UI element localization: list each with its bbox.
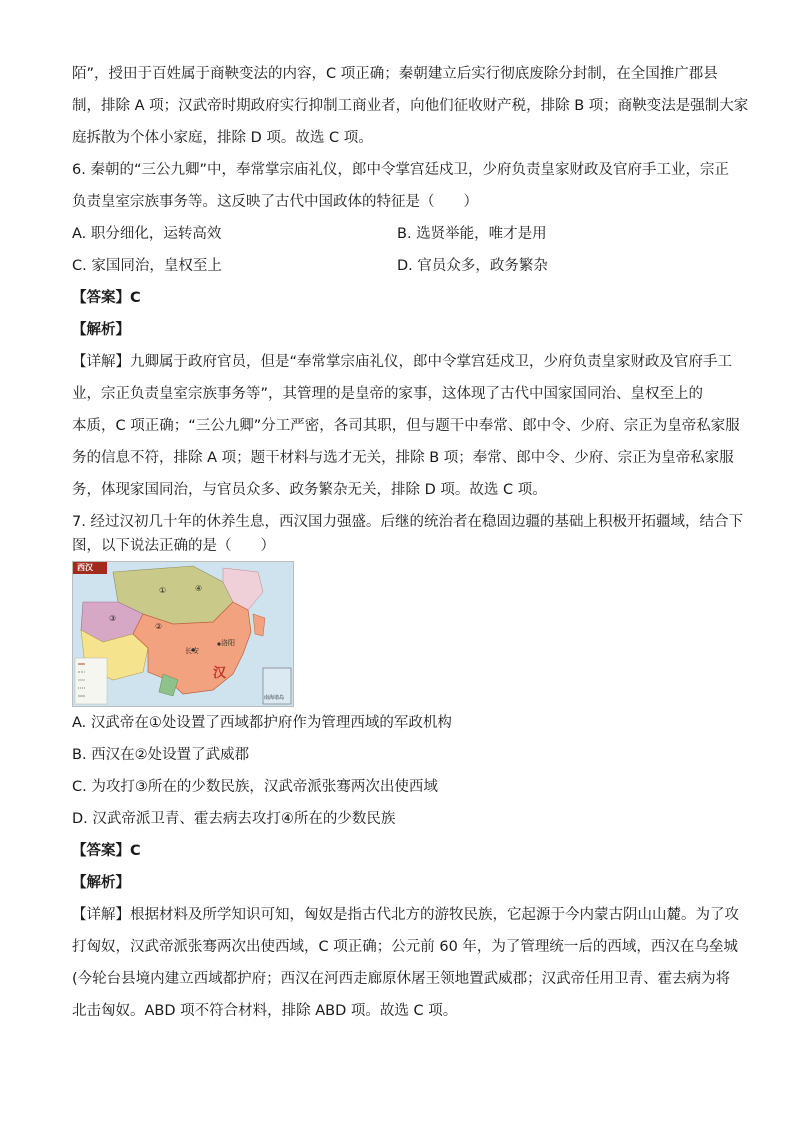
map-region-han: 汉: [213, 666, 227, 681]
q6-detail-line-4: 务的信息不符，排除 A 项；题干材料与选才无关，排除 B 项；奉常、郎中令、少府、宗正为皇帝私家服: [72, 450, 734, 466]
q6-option-d: D. 官员众多，政务繁杂: [397, 258, 548, 274]
intro-line-1: 陌”，授田于百姓属于商鞅变法的内容，C 项正确；秦朝建立后实行彻底废除分封制，在全国推广郡县: [72, 66, 718, 82]
q7-option-d: D. 汉武帝派卫青、霍去病去攻打④所在的少数民族: [72, 811, 396, 827]
map-svg: [73, 562, 293, 706]
q6-detail-line-1: 【详解】九卿属于政府官员，但是“奉常掌宗庙礼仪，郎中令掌宫廷戍卫，少府负责皇家财政及官府手工: [72, 354, 733, 370]
western-han-map: [72, 561, 294, 707]
q7-stem-line-2: 图，以下说法正确的是（ ）: [72, 538, 275, 554]
q6-option-b: B. 选贤举能，唯才是用: [397, 226, 547, 242]
q6-option-c: C. 家国同治，皇权至上: [72, 258, 222, 274]
q7-stem-line-1: 7. 经过汉初几十年的休养生息，西汉国力强盛。后继的统治者在稳固边疆的基础上积极开拓疆域，结合下: [72, 514, 743, 530]
q6-stem-line-1: 6. 秦朝的“三公九卿”中，奉常掌宗庙礼仪，郎中令掌宫廷戍卫，少府负责皇家财政及官府手工业，宗正: [72, 162, 729, 178]
q6-detail-line-2: 业，宗正负责皇室宗族事务等”，其管理的是皇帝的家事，这体现了古代中国家国同治、皇权至上的: [72, 386, 704, 402]
q7-detail-line-2: 打匈奴，汉武帝派张骞两次出使西域，C 项正确；公元前 60 年，为了管理统一后的西域，西汉在乌垒城: [72, 939, 738, 955]
map-marker-1: ①: [159, 586, 167, 595]
map-marker-4: ④: [195, 584, 203, 593]
q6-analysis-heading: 【解析】: [72, 322, 130, 338]
intro-line-3: 庭拆散为个体小家庭，排除 D 项。故选 C 项。: [72, 130, 373, 146]
map-marker-2: ②: [155, 622, 163, 631]
q6-option-a: A. 职分细化，运转高效: [72, 226, 222, 242]
map-inset-label: 南海诸岛: [264, 695, 285, 701]
q6-stem-line-2: 负责皇室宗族事务等。这反映了古代中国政体的特征是（ ）: [72, 194, 478, 210]
map-city-changan: 长安: [185, 647, 199, 655]
q7-option-b: B. 西汉在②处设置了武威郡: [72, 747, 250, 763]
q7-answer: 【答案】C: [72, 843, 141, 859]
q7-detail-line-4: 北击匈奴。ABD 项不符合材料，排除 ABD 项。故选 C 项。: [72, 1003, 458, 1019]
intro-line-2: 制，排除 A 项；汉武帝时期政府实行抑制工商业者，向他们征收财产税，排除 B 项；商鞅变法是强制大家: [72, 98, 749, 114]
q6-detail-line-5: 务，体现家国同治，与官员众多、政务繁杂无关，排除 D 项。故选 C 项。: [72, 482, 547, 498]
q7-analysis-heading: 【解析】: [72, 875, 130, 891]
q7-option-a: A. 汉武帝在①处设置了西域都护府作为管理西域的军政机构: [72, 715, 452, 731]
map-corner-label: 西汉: [77, 563, 93, 572]
map-marker-3: ③: [109, 614, 117, 623]
map-legend: [75, 658, 107, 704]
map-city-luoyang: 洛阳: [221, 639, 235, 647]
q6-answer: 【答案】C: [72, 290, 141, 306]
q7-detail-line-1: 【详解】根据材料及所学知识可知，匈奴是指古代北方的游牧民族，它起源于今内蒙古阴山山麓。为了攻: [72, 907, 739, 923]
q6-detail-line-3: 本质，C 项正确；“三公九卿”分工严密，各司其职，但与题干中奉常、郎中令、少府、宗正为皇帝私家服: [72, 418, 740, 434]
q7-detail-line-3: (今轮台县境内建立西域都护府；西汉在河西走廊原休屠王领地置武威郡；汉武帝任用卫青、霍去病为将: [72, 971, 731, 987]
q7-option-c: C. 为攻打③所在的少数民族，汉武帝派张骞两次出使西域: [72, 779, 438, 795]
